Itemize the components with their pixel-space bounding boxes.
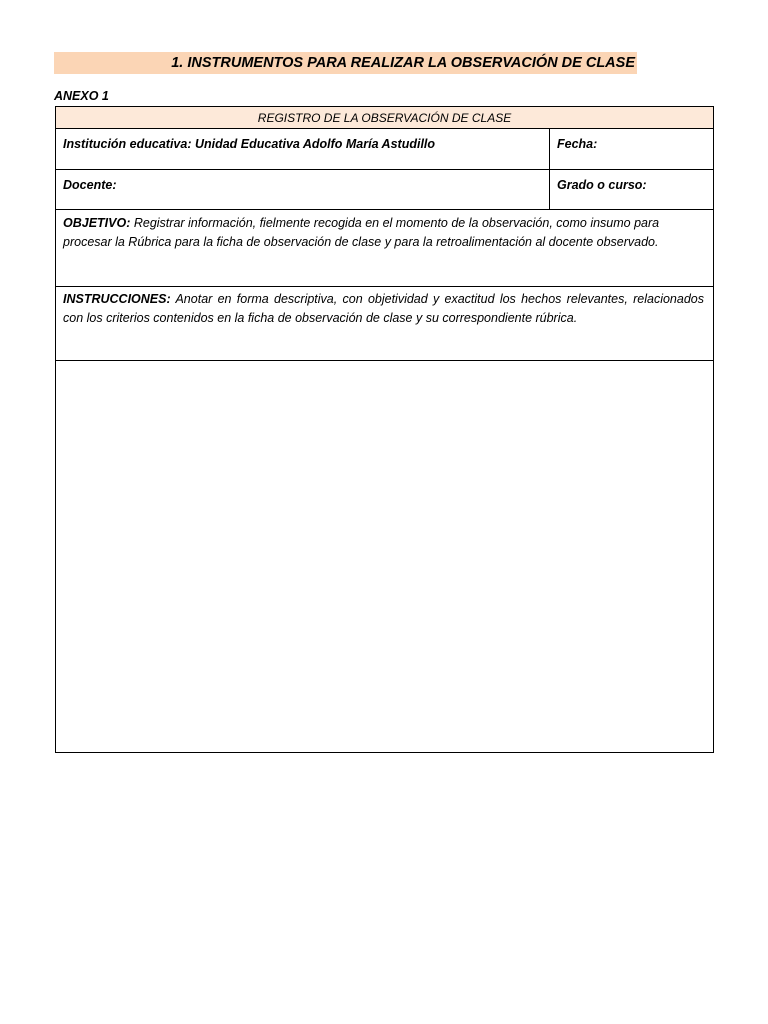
date-cell[interactable]: [550, 129, 713, 170]
grade-label: Grado o curso:: [557, 178, 647, 192]
observation-form-table: [55, 106, 714, 753]
section-title: 1. INSTRUMENTOS PARA REALIZAR LA OBSERVACIÓN DE CLASE: [54, 52, 637, 74]
grade-cell[interactable]: [550, 170, 713, 210]
instructions-text: Anotar en forma descriptiva, con objetividad y exactitud los hechos relevantes, relacionados con los criterios contenidos en la ficha de observación de clase y su correspondiente rúbrica.: [63, 292, 704, 325]
institution-label: Institución educativa: Unidad Educativa Adolfo María Astudillo: [63, 137, 436, 151]
objective-label: OBJETIVO:: [63, 216, 131, 230]
observation-notes-area[interactable]: [56, 361, 713, 752]
teacher-cell[interactable]: [56, 170, 550, 210]
annex-label: ANEXO 1: [54, 89, 109, 103]
objective-text: Registrar información, fielmente recogida en el momento de la observación, como insumo para procesar la Rúbrica para la ficha de observación de clase y para la retroalimentación al docente observado.: [63, 216, 660, 249]
date-label: Fecha:: [557, 137, 598, 151]
instructions-cell: [56, 287, 713, 361]
institution-cell[interactable]: [56, 129, 550, 170]
teacher-label: Docente:: [63, 178, 117, 192]
form-header: REGISTRO DE LA OBSERVACIÓN DE CLASE: [56, 107, 713, 129]
instructions-label: INSTRUCCIONES:: [63, 292, 171, 306]
objective-cell: [56, 210, 713, 287]
